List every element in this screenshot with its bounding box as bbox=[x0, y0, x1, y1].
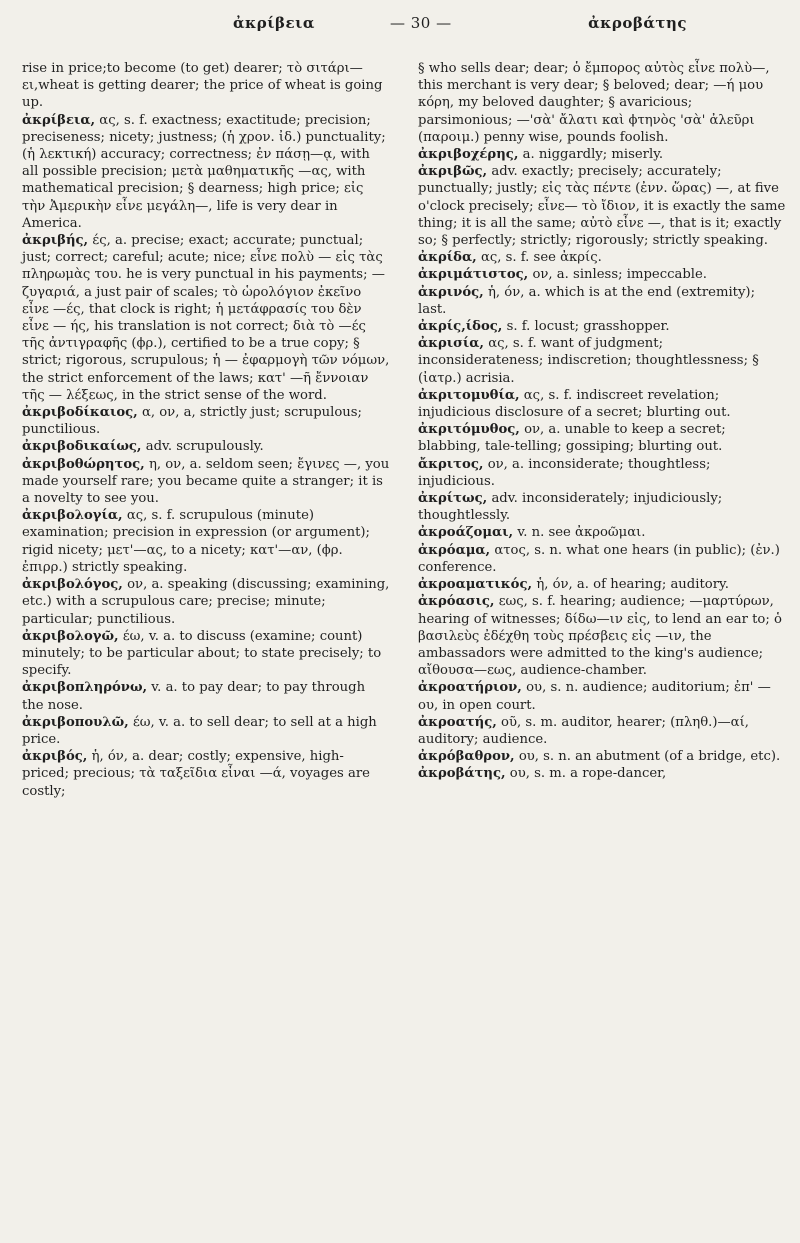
dictionary-entry bbox=[418, 748, 786, 765]
entry-headword: ἀκριβολόγος, bbox=[22, 577, 123, 593]
entry-headword: ἀκριμάτιστος, bbox=[418, 267, 529, 283]
entry-headword: ἀκριβολογῶ, bbox=[22, 628, 119, 644]
dictionary-entry bbox=[418, 490, 786, 524]
right-column bbox=[418, 60, 786, 783]
dictionary-entry bbox=[22, 438, 390, 455]
entry-definition: ἡ, όν, a. dear; costly; expensive, high-priced; precious; τὰ ταξεῖδια εἶναι —ά, voyages are costly; bbox=[22, 749, 370, 799]
entry-definition: v. n. see ἀκροῶμαι. bbox=[517, 525, 646, 541]
entry-headword: ἀκρισία, bbox=[418, 336, 485, 352]
dictionary-entry bbox=[22, 576, 390, 628]
entry-definition: εως, s. f. hearing; audience; —μαρτύρων, hearing of witnesses; δίδω—ιν εἰς, to lend an ear to; ὁ βασιλεὺς ἐδέχθη τοὺς πρέσβεις εἰς —ιν, the ambassadors were admitted to the king's audience; αἴθουσα—εως, audience-chamber. bbox=[418, 594, 782, 679]
entry-definition: έω, v. a. to discuss (examine; count) minutely; to be particular about; to state precisely; to specify. bbox=[22, 628, 382, 679]
left-column bbox=[22, 60, 390, 800]
dictionary-entry bbox=[418, 679, 786, 713]
entry-definition: ον, a. speaking (discussing; examining, etc.) with a scrupulous care; precise; minute; particular; punctilious. bbox=[22, 577, 390, 627]
entry-headword: ἀκριτόμυθος, bbox=[418, 422, 520, 438]
entry-headword: ἀκρόαμα, bbox=[418, 542, 491, 558]
entry-definition: ας, s. f. want of judgment; inconsiderateness; indiscretion; thoughtlessness; § (ἰατρ.) acrisia. bbox=[418, 336, 759, 386]
entry-definition: η, ον, a. seldom seen; ἔγινες —, you made yourself rare; you became quite a stranger; it is a novelty to see you. bbox=[22, 456, 390, 507]
dictionary-entry bbox=[22, 456, 390, 508]
entry-headword: ἀκριβολογία, bbox=[22, 508, 123, 524]
entry-headword: ἀκροάζομαι, bbox=[418, 525, 514, 541]
entry-headword: ἀκρίς,ίδος, bbox=[418, 319, 503, 335]
entry-headword: ἀκρίδα, bbox=[418, 250, 477, 266]
entry-headword: ἀκροατήριον, bbox=[418, 680, 522, 696]
dictionary-entry bbox=[22, 60, 390, 112]
header-first-word: ἀκρίβεια bbox=[233, 14, 315, 32]
dictionary-entry bbox=[418, 542, 786, 576]
entry-definition: adv. exactly; precisely; accurately; punctually; justly; εἰς τὰς πέντε (ἐνν. ὥρας) —, at five o'clock precisely; εἶνε— τὸ ἴδιον, it is exactly the same thing; it is all the same; αὐτὸ εἶνε —, that is it; exactly so; § perfectly; strictly; rigorously; strictly speaking. bbox=[418, 164, 786, 249]
dictionary-entry bbox=[418, 146, 786, 163]
dictionary-entry bbox=[418, 335, 786, 387]
entry-definition: v. a. to pay dear; to pay through the nose. bbox=[22, 680, 366, 713]
entry-headword: ἀκριβοπληρόνω, bbox=[22, 680, 148, 696]
entry-headword: ἀκροατής, bbox=[418, 714, 497, 730]
entry-definition: έω, v. a. to sell dear; to sell at a high price. bbox=[22, 714, 377, 747]
header-last-word: ἀκροβάτης bbox=[588, 14, 687, 32]
dictionary-entry bbox=[22, 507, 390, 576]
dictionary-entry bbox=[22, 679, 390, 713]
dictionary-entry bbox=[22, 232, 390, 404]
dictionary-entry bbox=[418, 318, 786, 335]
entry-headword: ἀκροαματικός, bbox=[418, 577, 533, 593]
dictionary-entry bbox=[418, 765, 786, 782]
entry-headword: ἀκρινός, bbox=[418, 284, 484, 300]
entry-headword: ἀκριβοδίκαιος, bbox=[22, 405, 138, 421]
dictionary-entry bbox=[418, 387, 786, 421]
entry-definition: ον, a. sinless; impeccable. bbox=[532, 267, 707, 283]
entry-definition: οῦ, s. m. auditor, hearer; (πληθ.)—αί, auditory; audience. bbox=[418, 714, 749, 747]
dictionary-entry bbox=[22, 112, 390, 232]
dictionary-entry bbox=[418, 284, 786, 318]
entry-headword: ἀκριβοπουλῶ, bbox=[22, 714, 129, 730]
entry-headword: ἀκριβοθώρητος, bbox=[22, 456, 145, 472]
entry-definition: rise in price;to become (to get) dearer; τὸ σιτάρι—ει,wheat is getting dearer; the price of wheat is going up. bbox=[22, 61, 383, 111]
entry-definition: § who sells dear; dear; ὁ ἔμπορος αὐτὸς εἶνε πολὺ—, this merchant is very dear; § beloved; dear; —ή μου κόρη, my beloved daughter; § avaricious; parsimonious; —'σὰ' ἄλατι καὶ ϕτηνὸς 'σὰ' ἀλεῦρι (παροιμ.) penny wise, pounds foolish. bbox=[418, 61, 770, 145]
entry-definition: ον, a. unable to keep a secret; blabbing, tale-telling; gossiping; blurting out. bbox=[418, 422, 726, 455]
dictionary-entry bbox=[418, 456, 786, 490]
dictionary-entry bbox=[22, 714, 390, 748]
entry-definition: ές, a. precise; exact; accurate; punctual; just; correct; careful; acute; nice; εἶνε πολὺ — εἰς τὰς πληρωμὰς του. he is very punctual in his payments; — ζυγαριά, a just pair of scales; τὸ ὡρολόγιον ἐκεῖνο εἶνε —ές, that clock is right; ἡ μετάφρασίς του δὲν εἶνε — ής, his translation is not correct; διὰ τὸ —ές τῆς ἀντιγραφῆς (ϕρ.), certified to be a true copy; § strict; rigorous, scrupulous; ἡ — ἐφαρμογὴ τῶν νόμων, the strict enforcement of the laws; κατ' —ῆ ἔννοιαν τῆς — λέξεως, in the strict sense of the word. bbox=[22, 233, 390, 403]
entry-definition: ας, s. f. see ἀκρίς. bbox=[480, 250, 602, 266]
entry-headword: ἀκριβῶς, bbox=[418, 164, 488, 180]
entry-headword: ἀκριβής, bbox=[22, 233, 89, 249]
entry-definition: ας, s. f. exactness; exactitude; precision; preciseness; nicety; justness; (ἡ χρον. ἰδ.) punctuality; (ἡ λεκτική) accuracy; correctness; ἐν πάσῃ—ᾳ, with all possible precision; μετὰ μαθηματικῆς —ας, with mathematical precision; § dearness; high price; εἰς τὴν Ἀμερικὴν εἶνε μεγάλη—, life is very dear in America. bbox=[22, 112, 386, 231]
entry-headword: ἀκρίτως, bbox=[418, 491, 488, 507]
entry-definition: adv. inconsiderately; injudiciously; thoughtlessly. bbox=[418, 491, 723, 524]
entry-definition: α, ον, a, strictly just; scrupulous; punctilious. bbox=[22, 405, 362, 438]
entry-headword: ἀκρόβαθρον, bbox=[418, 749, 515, 765]
dictionary-entry bbox=[418, 249, 786, 266]
entry-definition: s. f. locust; grasshopper. bbox=[506, 319, 670, 335]
dictionary-entry bbox=[418, 421, 786, 455]
entry-definition: ου, s. n. an abutment (of a bridge, etc). bbox=[518, 749, 781, 765]
entry-definition: ας, s. f. scrupulous (minute) examination; precision in expression (or argument); rigid nicety; μετ'—ας, to a nicety; κατ'—αν, (ϕρ. ἐπιρρ.) strictly speaking. bbox=[22, 508, 370, 575]
entry-definition: ου, s. m. a rope-dancer, bbox=[509, 766, 667, 782]
entry-definition: adv. scrupulously. bbox=[145, 439, 264, 455]
entry-definition: ἡ, όν, a. of hearing; auditory. bbox=[536, 577, 729, 593]
entry-definition: ἡ, όν, a. which is at the end (extremity); last. bbox=[418, 284, 756, 317]
entry-headword: ἀκροβάτης, bbox=[418, 766, 506, 782]
entry-headword: ἀκρόασις, bbox=[418, 594, 495, 610]
dictionary-entry bbox=[418, 266, 786, 283]
entry-definition: ας, s. f. indiscreet revelation; injudicious disclosure of a secret; blurting out. bbox=[418, 387, 731, 421]
dictionary-entry bbox=[418, 524, 786, 541]
dictionary-entry bbox=[22, 404, 390, 438]
entry-headword: ἀκριτομυθία, bbox=[418, 387, 520, 403]
dictionary-entry bbox=[418, 60, 786, 146]
dictionary-entry bbox=[418, 576, 786, 593]
page-header bbox=[28, 14, 772, 36]
entry-headword: ἀκριβός, bbox=[22, 749, 88, 765]
entry-headword: ἀκρίβεια, bbox=[22, 112, 96, 128]
entry-definition: ον, a. inconsiderate; thoughtless; injudicious. bbox=[418, 456, 711, 489]
dictionary-entry bbox=[418, 163, 786, 249]
dictionary-entry bbox=[418, 593, 786, 679]
entry-headword: ἀκριβοδικαίως, bbox=[22, 439, 142, 455]
dictionary-entry bbox=[22, 748, 390, 800]
dictionary-entry bbox=[418, 714, 786, 748]
entry-definition: ατος, s. n. what one hears (in public); (ἐν.) conference. bbox=[418, 542, 780, 575]
entry-definition: a. niggardly; miserly. bbox=[522, 147, 664, 163]
dictionary-entry bbox=[22, 628, 390, 680]
entry-headword: ἄκριτος, bbox=[418, 456, 484, 472]
entry-definition: ου, s. n. audience; auditorium; ἐπ' —ου, in open court. bbox=[418, 680, 771, 713]
entry-headword: ἀκριβοχέρης, bbox=[418, 147, 519, 163]
page-number: — 30 — bbox=[390, 14, 452, 32]
